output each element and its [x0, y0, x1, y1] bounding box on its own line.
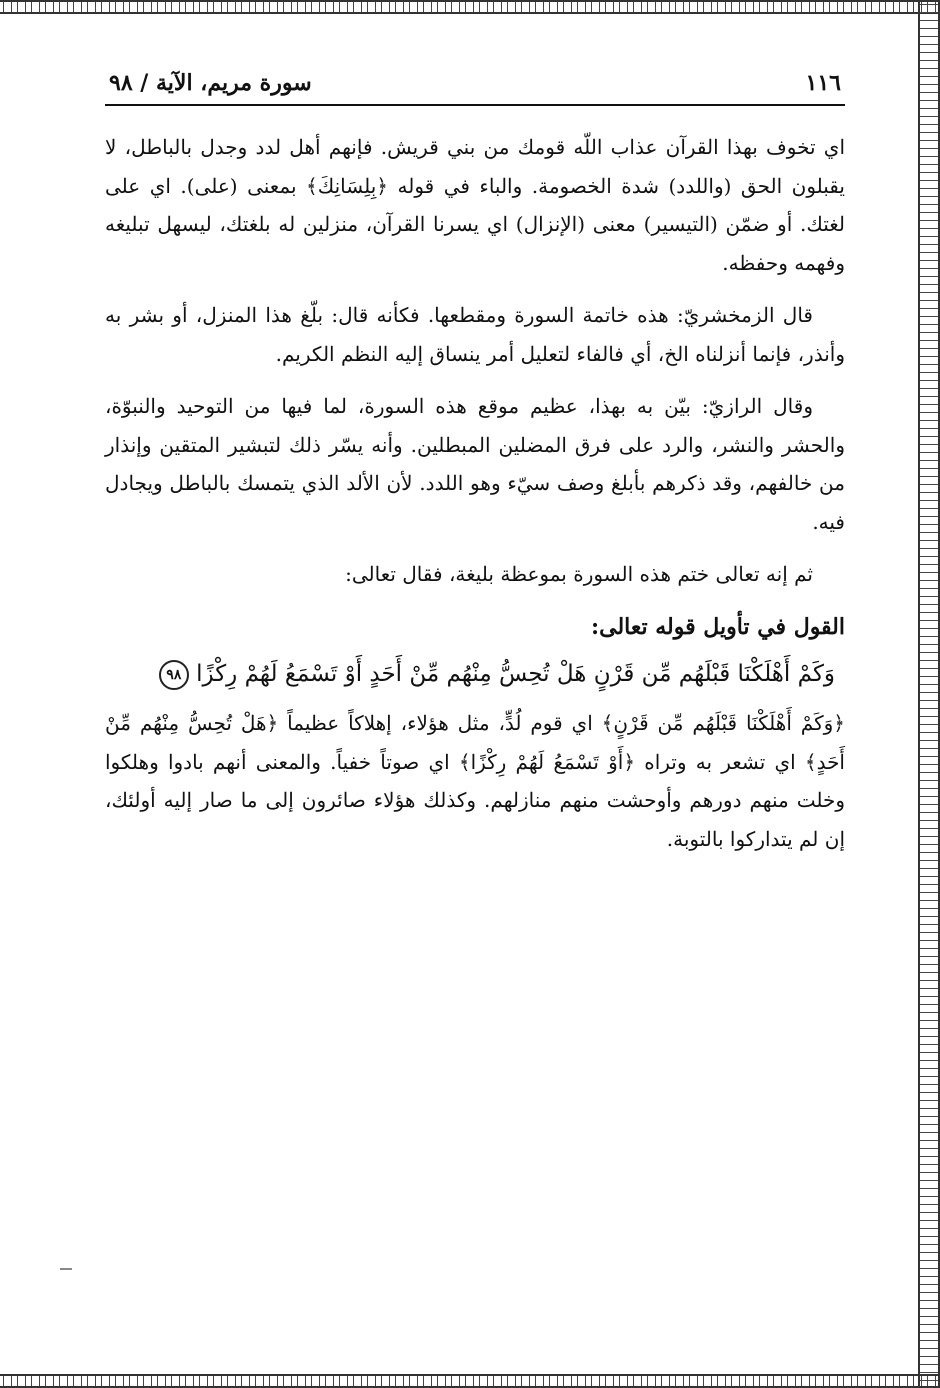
verse-text: وَكَمْ أَهْلَكْنَا قَبْلَهُم مِّن قَرْنٍ هَلْ تُحِسُّ مِنْهُم مِّنْ أَحَدٍ أَوْ تَسْمَعُ لَهُمْ رِكْزًا — [196, 661, 835, 687]
paragraph: اي تخوف بهذا القرآن عذاب اللّه قومك من بني قريش. فإنهم أهل لدد وجدل بالباطل، لا يقبلون الحق (واللدد) شدة الخصومة. والباء في قوله ﴿بِلِسَانِكَ﴾ بمعنى (على). اي على لغتك. أو ضمّن (التيسير) معنى (الإنزال) اي يسرنا القرآن، منزلين له بلغتك، ليسهل تبليغه وفهمه وحفظه. — [105, 135, 845, 275]
decorative-border-bottom — [0, 1374, 940, 1388]
body-text — [105, 128, 845, 858]
section-heading: القول في تأويل قوله تعالى: — [591, 613, 845, 640]
commentary-paragraph: ﴿وَكَمْ أَهْلَكْنَا قَبْلَهُم مِّن قَرْنٍ﴾ اي قوم لُدٍّ، مثل هؤلاء، إهلاكاً عظيماً ﴿هَلْ تُحِسُّ مِنْهُم مِّنْ أَحَدٍ﴾ اي تشعر به وتراه ﴿أَوْ تَسْمَعُ لَهُمْ رِكْزًا﴾ اي صوتاً خفياً. والمعنى أنهم بادوا وهلكوا وخلت منهم دورهم وأوحشت منهم منازلهم. وكذلك هؤلاء صائرون إلى ما صار إليه أولئك، إن لم يتداركوا بالتوبة. — [105, 711, 845, 851]
running-head — [105, 70, 845, 106]
stray-mark — [60, 1268, 72, 1270]
paragraph: ثم إنه تعالى ختم هذه السورة بموعظة بليغة، فقال تعالى: — [345, 562, 813, 586]
decorative-border-right — [918, 0, 940, 1388]
paragraph: وقال الرازيّ: بيّن به بهذا، عظيم موقع هذه السورة، لما فيها من التوحيد والنبوّة، والحشر والنشر، والرد على فرق المضلين المبطلين. وأنه يسّر ذلك لتبشير المتقين وإنذار من خالفهم، وقد ذكرهم بأبلغ وصف سيّء وهو اللدد. لأن الألد الذي يتمسك بالباطل ويجادل فيه. — [105, 394, 845, 534]
decorative-border-top — [0, 0, 940, 14]
quran-verse — [105, 650, 845, 698]
running-title: سورة مريم، الآية / ٩٨ — [109, 70, 312, 96]
page-number: ١١٦ — [805, 70, 841, 96]
page-content — [105, 70, 845, 872]
paragraph: قال الزمخشريّ: هذه خاتمة السورة ومقطعها. فكأنه قال: بلّغ هذا المنزل، أو بشر به وأنذر، فإنما أنزلناه الخ، أي فالفاء لتعليل أمر ينساق إليه النظم الكريم. — [105, 303, 845, 366]
verse-number-marker: ٩٨ — [159, 660, 189, 690]
